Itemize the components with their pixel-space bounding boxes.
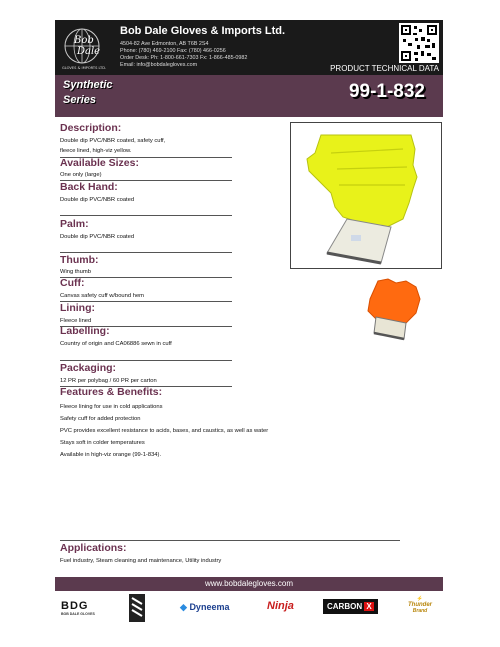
labelling-text: Country of origin and CA06886 sewn in cuff	[60, 341, 172, 347]
labelling-heading: Labelling:	[60, 325, 110, 337]
feature-item: Available in high-viz orange (99-1-834).	[60, 452, 162, 458]
cuff-text: Canvas safety cuff w/bound hem	[60, 293, 144, 299]
orange-glove-image	[362, 277, 424, 341]
thunder-brand-logo: ⚡ Thunder Brand	[402, 596, 438, 614]
logo-text-top: Bob	[74, 35, 94, 46]
ninja-logo: Ninja	[267, 600, 294, 612]
feature-item: Fleece lining for use in cold applications	[60, 404, 163, 410]
description-heading: Description:	[60, 122, 122, 134]
description-line2: fleece lined, high-viz yellow.	[60, 148, 132, 154]
description-line1: Double dip PVC/NBR coated, safety cuff,	[60, 138, 166, 144]
logo-tagline: GLOVES & IMPORTS LTD.	[62, 66, 107, 70]
cuff-heading: Cuff:	[60, 277, 85, 289]
globe-logo-icon	[60, 26, 108, 70]
features-heading: Features & Benefits:	[60, 386, 163, 398]
feature-item: Stays soft in colder temperatures	[60, 440, 145, 446]
series-name-line1: Synthetic	[63, 79, 113, 91]
product-photo-frame	[290, 122, 442, 269]
dyneema-logo: ◆ Dyneema	[180, 602, 230, 612]
divider	[60, 215, 232, 216]
company-order-desk: Order Desk: Ph: 1-800-661-7303 Fx: 1-866-485-0982	[120, 55, 248, 61]
carbon-x-logo: CARBON X	[323, 599, 378, 614]
header-banner	[55, 20, 443, 75]
feature-item: Safety cuff for added protection	[60, 416, 141, 422]
yellow-glove-image	[291, 123, 441, 268]
packaging-heading: Packaging:	[60, 362, 117, 374]
lining-text: Fleece lined	[60, 318, 92, 324]
company-phone: Phone: (780) 469-2100 Fax: (780) 466-0256	[120, 48, 226, 54]
company-name: Bob Dale Gloves & Imports Ltd.	[120, 25, 286, 37]
packaging-text: 12 PR per polybag / 60 PR per carton	[60, 378, 157, 384]
feature-item: PVC provides excellent resistance to acids, bases, and caustics, as well as water	[60, 428, 269, 434]
company-address: 4504-82 Ave Edmonton, AB T6B 2S4	[120, 41, 209, 47]
bdg-logo: BDG BOB DALE GLOVES	[61, 600, 95, 616]
striped-brand-icon	[129, 594, 145, 622]
company-email: Email: info@bobdalegloves.com	[120, 62, 198, 68]
back-hand-heading: Back Hand:	[60, 181, 118, 193]
sizes-heading: Available Sizes:	[60, 157, 139, 169]
back-hand-text: Double dip PVC/NBR coated	[60, 197, 135, 203]
divider	[60, 252, 232, 253]
divider	[60, 540, 400, 541]
thumb-heading: Thumb:	[60, 254, 99, 266]
company-logo	[60, 26, 108, 70]
palm-text: Double dip PVC/NBR coated	[60, 234, 135, 240]
logo-text-bottom: Dale	[77, 46, 101, 57]
divider	[60, 360, 232, 361]
applications-heading: Applications:	[60, 542, 127, 554]
product-code: 99-1-832	[348, 81, 425, 102]
palm-heading: Palm:	[60, 218, 89, 230]
series-band	[55, 75, 443, 117]
lining-heading: Lining:	[60, 302, 95, 314]
qr-code-icon	[399, 23, 439, 63]
website-link[interactable]: www.bobdalegloves.com	[204, 579, 294, 588]
document-type-label: PRODUCT TECHNICAL DATA	[330, 64, 439, 73]
thumb-text: Wing thumb	[60, 269, 91, 275]
dyneema-diamond-icon: ◆	[180, 602, 187, 612]
divider	[60, 277, 232, 278]
series-name-line2: Series	[63, 94, 97, 106]
sizes-text: One only (large)	[60, 172, 102, 178]
brand-logos-strip	[55, 592, 443, 626]
thunder-bolt-icon: ⚡	[416, 596, 424, 602]
footer-bar	[55, 577, 443, 591]
applications-text: Fuel industry, Steam cleaning and maintenance, Utility industry	[60, 558, 222, 564]
